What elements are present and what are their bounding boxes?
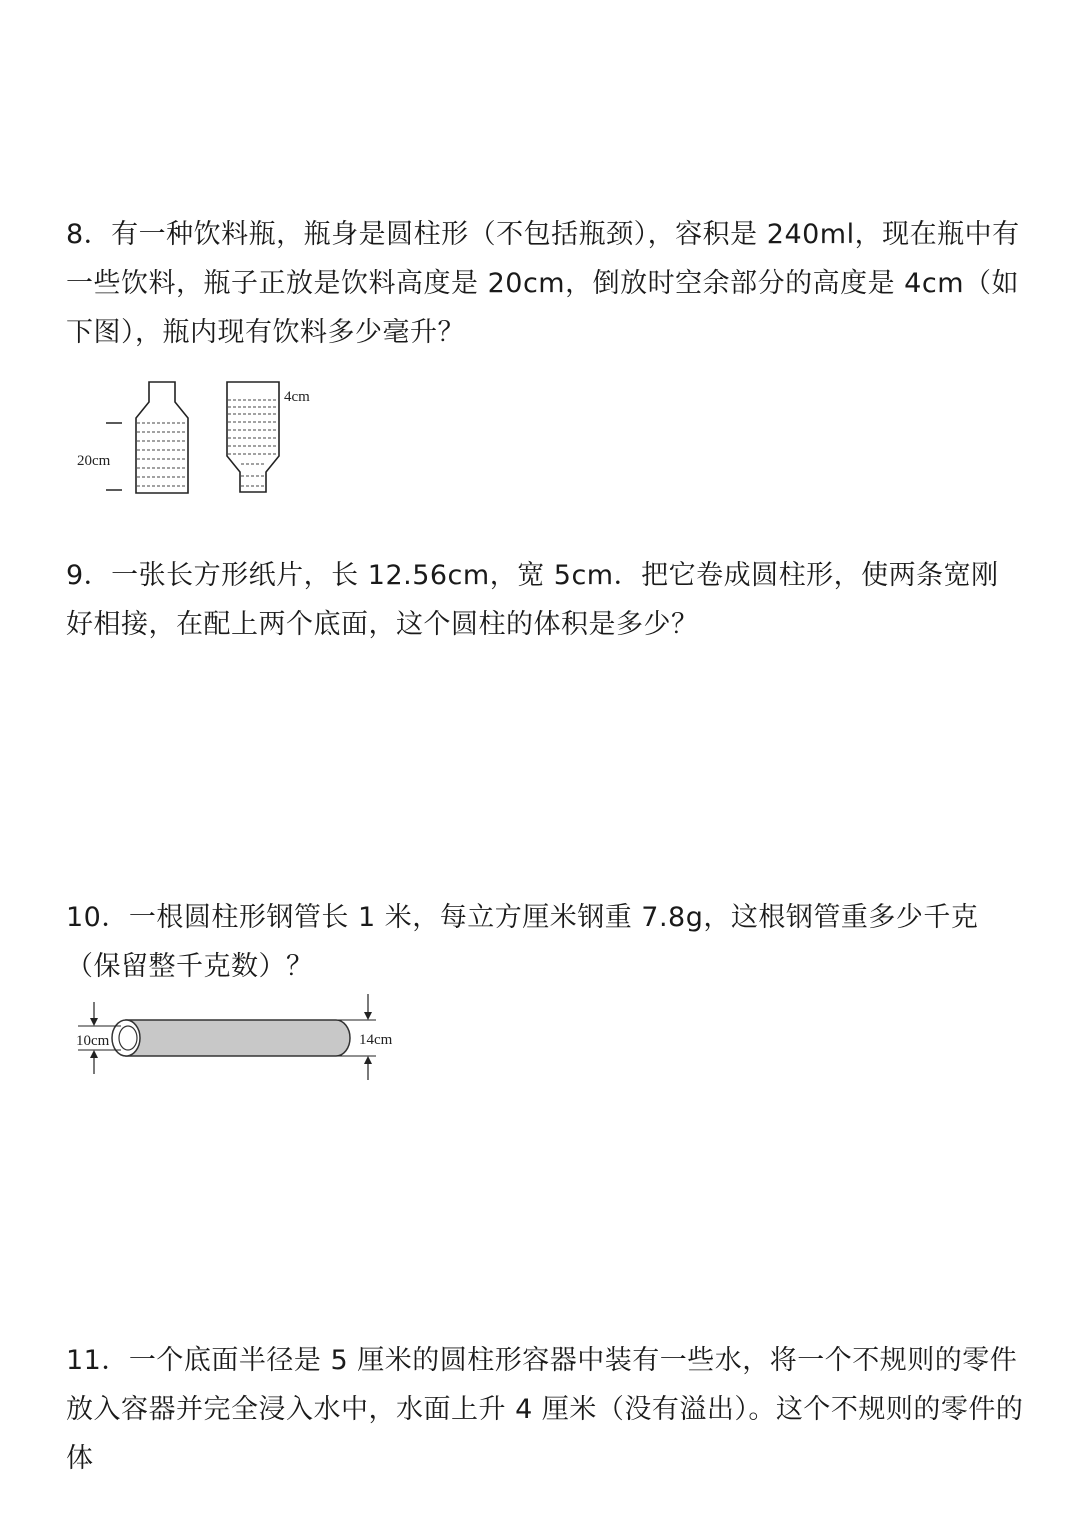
outer-arrow-top-head (364, 1012, 372, 1020)
label-4cm: 4cm (284, 389, 310, 405)
pipe-figure (66, 990, 416, 1086)
label-14cm: 14cm (359, 1032, 393, 1048)
inner-arrow-bottom-head (90, 1050, 98, 1058)
bottle-figure (66, 376, 336, 500)
problem-8-text: 8．有一种饮料瓶，瓶身是圆柱形（不包括瓶颈），容积是 240ml，现在瓶中有一些饮料，瓶子正放是饮料高度是 20cm，倒放时空余部分的高度是 4cm（如下图），瓶内现有饮料多少毫升？ (66, 219, 1020, 348)
problem-9-text: 9．一张长方形纸片，长 12.56cm，宽 5cm．把它卷成圆柱形，使两条宽刚好相接，在配上两个底面，这个圆柱的体积是多少？ (66, 560, 999, 640)
inner-arrow-top-head (90, 1018, 98, 1026)
problem-9 (66, 551, 1026, 649)
pipe-end-inner (119, 1026, 137, 1050)
upright-bottle-outline (136, 382, 188, 493)
problem-11 (66, 1336, 1026, 1483)
problem-11-text: 11．一个底面半径是 5 厘米的圆柱形容器中装有一些水，将一个不规则的零件放入容器并完全浸入水中，水面上升 4 厘米（没有溢出）。这个不规则的零件的体 (66, 1345, 1024, 1474)
problem-8 (66, 210, 1026, 357)
label-10cm: 10cm (76, 1033, 110, 1049)
problem-10-text: 10．一根圆柱形钢管长 1 米，每立方厘米钢重 7.8g，这根钢管重多少千克（保留整千克数）？ (66, 902, 979, 982)
problem-10 (66, 893, 1026, 991)
label-20cm: 20cm (77, 453, 111, 469)
outer-arrow-bottom-head (364, 1056, 372, 1064)
pipe-body (126, 1020, 350, 1056)
upright-liquid-lines (137, 423, 187, 486)
inverted-liquid-lines (228, 400, 278, 486)
pipe-diagram (66, 990, 416, 1086)
bottle-diagram (66, 376, 336, 500)
